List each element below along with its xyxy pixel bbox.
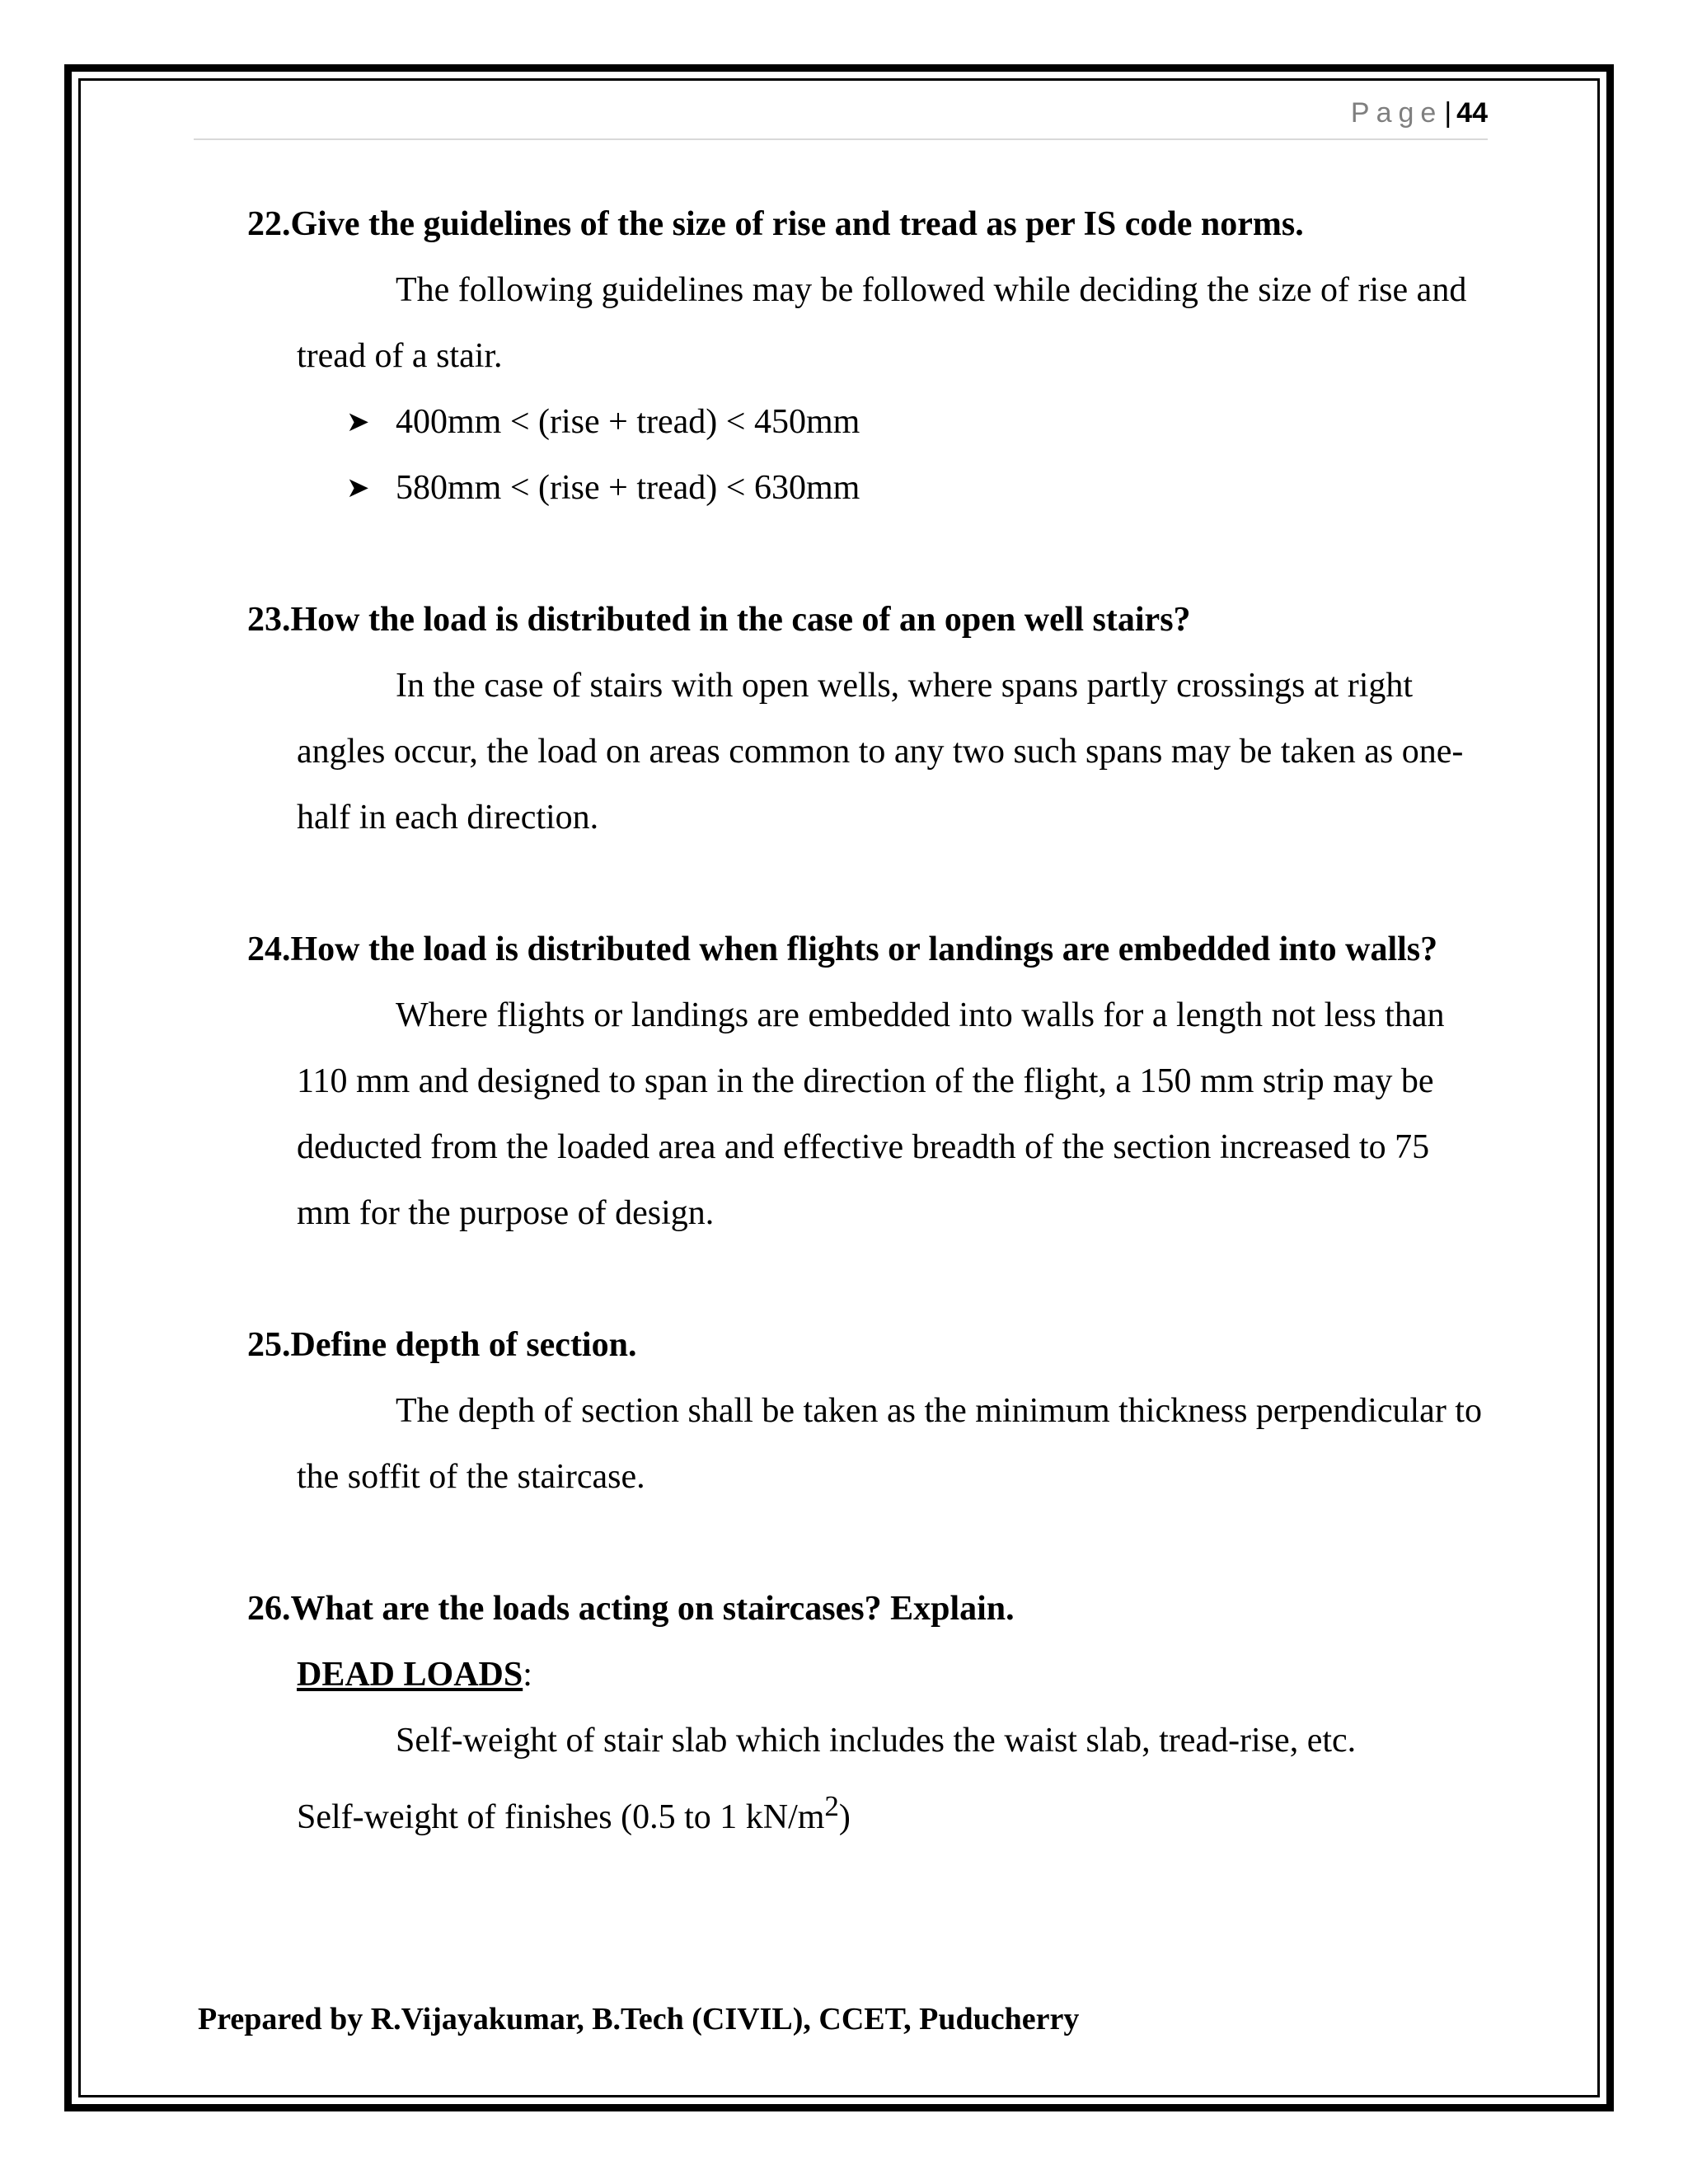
question-heading — [247, 191, 1484, 257]
arrowhead-bullet-icon: ➤ — [346, 405, 370, 438]
question-title: How the load is distributed in the case of an open well stairs? — [290, 601, 1191, 639]
question-title: How the load is distributed when flights or landings are embedded into walls? — [290, 930, 1438, 968]
page-number: 44 — [1456, 97, 1488, 129]
bullet-text: 400mm < (rise + tread) < 450mm — [396, 403, 860, 441]
question-title: Give the guidelines of the size of rise and tread as per IS code norms. — [290, 205, 1304, 243]
list-item — [346, 455, 1484, 521]
page-header — [194, 97, 1488, 140]
answer-paragraph: The following guidelines may be followed while deciding the size of rise and tread of a stair. — [297, 271, 1467, 375]
question-number: 23. — [247, 601, 291, 639]
question-heading — [247, 916, 1484, 982]
subheading-dead-loads: DEAD LOADS — [297, 1656, 523, 1694]
page-separator: | — [1444, 97, 1452, 129]
question-26 — [247, 1576, 1484, 1850]
subheading-colon: : — [523, 1656, 532, 1694]
superscript-exponent: 2 — [824, 1790, 839, 1822]
question-number: 24. — [247, 930, 291, 968]
question-22 — [247, 191, 1484, 521]
answer-paragraph: The depth of section shall be taken as the minimum thickness perpendicular to the soffit of the staircase. — [297, 1392, 1482, 1496]
bullet-list — [247, 389, 1484, 521]
question-number: 26. — [247, 1590, 291, 1628]
question-title: Define depth of section. — [290, 1326, 637, 1364]
question-number: 22. — [247, 205, 291, 243]
subheading — [247, 1642, 1484, 1708]
bullet-text: 580mm < (rise + tread) < 630mm — [396, 469, 860, 507]
question-heading — [247, 1312, 1484, 1378]
page-label: Page — [1350, 97, 1443, 129]
question-number: 25. — [247, 1326, 291, 1364]
list-item — [346, 389, 1484, 455]
answer-paragraph: Self-weight of stair slab which includes the waist slab, tread-rise, etc. — [396, 1722, 1357, 1760]
answer-paragraph: Where flights or landings are embedded into walls for a length not less than 110 mm and designed to span in the direction of the flight, a 150 mm strip may be deducted from the loaded area and effective breadth of the section increased to 75 mm for the purpose of design. — [297, 996, 1445, 1232]
question-title: What are the loads acting on staircases? Explain. — [290, 1590, 1015, 1628]
question-24 — [247, 916, 1484, 1246]
finishes-text: Self-weight of finishes (0.5 to 1 kN/m — [297, 1798, 825, 1836]
answer-line — [247, 1774, 1484, 1850]
document-body — [247, 191, 1484, 1850]
page-footer: Prepared by R.Vijayakumar, B.Tech (CIVIL), CCET, Puducherry — [198, 2002, 1080, 2036]
question-23 — [247, 587, 1484, 851]
answer-paragraph: In the case of stairs with open wells, where spans partly crossings at right angles occur, the load on areas common to any two such spans may be taken as one-half in each direction. — [297, 667, 1464, 837]
question-heading — [247, 1576, 1484, 1642]
question-heading — [247, 587, 1484, 653]
finishes-close: ) — [838, 1798, 851, 1836]
question-25 — [247, 1312, 1484, 1510]
arrowhead-bullet-icon: ➤ — [346, 471, 370, 504]
